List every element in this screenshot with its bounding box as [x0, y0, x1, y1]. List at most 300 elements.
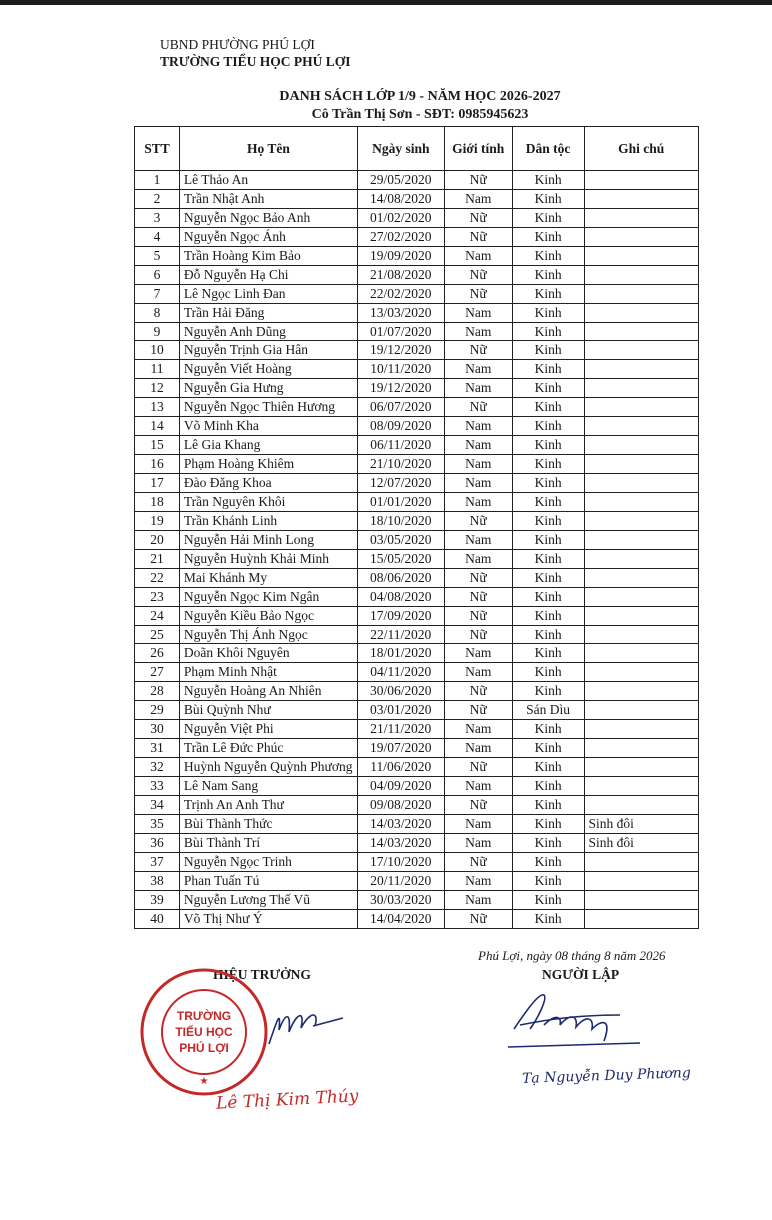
cell-date-of-birth: 19/12/2020	[357, 341, 444, 360]
table-row	[135, 171, 699, 190]
cell-notes	[584, 682, 699, 701]
cell-notes	[584, 549, 699, 568]
cell-notes	[584, 568, 699, 587]
table-row	[135, 436, 699, 455]
cell-stt: 23	[135, 587, 180, 606]
cell-gender: Nữ	[444, 795, 512, 814]
issuing-organization	[160, 36, 351, 70]
cell-ethnicity: Kinh	[512, 644, 584, 663]
cell-date-of-birth: 19/07/2020	[357, 739, 444, 758]
cell-full-name: Bùi Thành Trí	[179, 833, 357, 852]
cell-gender: Nam	[444, 492, 512, 511]
cell-date-of-birth: 01/07/2020	[357, 322, 444, 341]
cell-full-name: Huỳnh Nguyễn Quỳnh Phương	[179, 758, 357, 777]
cell-gender: Nữ	[444, 208, 512, 227]
cell-date-of-birth: 18/10/2020	[357, 511, 444, 530]
class-list-table	[134, 126, 699, 929]
cell-full-name: Nguyễn Gia Hưng	[179, 379, 357, 398]
cell-full-name: Nguyễn Hải Minh Long	[179, 530, 357, 549]
cell-gender: Nữ	[444, 265, 512, 284]
cell-ethnicity: Kinh	[512, 890, 584, 909]
cell-notes	[584, 777, 699, 796]
cell-date-of-birth: 14/03/2020	[357, 833, 444, 852]
table-row	[135, 246, 699, 265]
cell-date-of-birth: 06/07/2020	[357, 398, 444, 417]
cell-ethnicity: Kinh	[512, 474, 584, 493]
cell-ethnicity: Kinh	[512, 436, 584, 455]
cell-gender: Nữ	[444, 852, 512, 871]
cell-stt: 40	[135, 909, 180, 928]
cell-stt: 12	[135, 379, 180, 398]
cell-gender: Nữ	[444, 587, 512, 606]
cell-date-of-birth: 04/08/2020	[357, 587, 444, 606]
cell-ethnicity: Kinh	[512, 322, 584, 341]
cell-ethnicity: Kinh	[512, 871, 584, 890]
cell-date-of-birth: 14/08/2020	[357, 189, 444, 208]
cell-notes	[584, 511, 699, 530]
cell-notes	[584, 758, 699, 777]
table-row	[135, 720, 699, 739]
table-row	[135, 777, 699, 796]
cell-gender: Nam	[444, 549, 512, 568]
cell-notes	[584, 227, 699, 246]
cell-date-of-birth: 01/02/2020	[357, 208, 444, 227]
cell-notes	[584, 720, 699, 739]
cell-full-name: Võ Thị Như Ý	[179, 909, 357, 928]
column-header-gender: Giới tính	[444, 127, 512, 171]
cell-ethnicity: Kinh	[512, 303, 584, 322]
cell-full-name: Phan Tuấn Tú	[179, 871, 357, 890]
cell-gender: Nam	[444, 871, 512, 890]
cell-full-name: Trần Khánh Linh	[179, 511, 357, 530]
cell-gender: Nữ	[444, 284, 512, 303]
cell-notes	[584, 625, 699, 644]
table-row	[135, 492, 699, 511]
cell-date-of-birth: 04/11/2020	[357, 663, 444, 682]
cell-gender: Nam	[444, 322, 512, 341]
cell-date-of-birth: 27/02/2020	[357, 227, 444, 246]
cell-date-of-birth: 14/03/2020	[357, 814, 444, 833]
org-line-ward: UBND PHƯỜNG PHÚ LỢI	[160, 37, 315, 52]
cell-stt: 13	[135, 398, 180, 417]
cell-ethnicity: Kinh	[512, 814, 584, 833]
table-row	[135, 909, 699, 928]
cell-ethnicity: Kinh	[512, 360, 584, 379]
cell-ethnicity: Kinh	[512, 549, 584, 568]
cell-gender: Nam	[444, 833, 512, 852]
table-row	[135, 417, 699, 436]
cell-ethnicity: Kinh	[512, 739, 584, 758]
cell-stt: 19	[135, 511, 180, 530]
cell-stt: 35	[135, 814, 180, 833]
cell-gender: Nam	[444, 777, 512, 796]
cell-stt: 24	[135, 606, 180, 625]
cell-notes	[584, 530, 699, 549]
cell-full-name: Nguyễn Viết Hoàng	[179, 360, 357, 379]
cell-full-name: Trần Nguyên Khôi	[179, 492, 357, 511]
cell-notes	[584, 417, 699, 436]
column-header-stt: STT	[135, 127, 180, 171]
table-row	[135, 852, 699, 871]
cell-full-name: Lê Nam Sang	[179, 777, 357, 796]
cell-stt: 20	[135, 530, 180, 549]
cell-full-name: Trần Nhật Anh	[179, 189, 357, 208]
cell-full-name: Bùi Quỳnh Như	[179, 701, 357, 720]
preparer-signature	[500, 985, 650, 1055]
cell-stt: 7	[135, 284, 180, 303]
cell-full-name: Lê Thảo An	[179, 171, 357, 190]
cell-notes	[584, 379, 699, 398]
cell-full-name: Nguyễn Trịnh Gia Hân	[179, 341, 357, 360]
cell-stt: 27	[135, 663, 180, 682]
cell-notes	[584, 474, 699, 493]
cell-notes	[584, 909, 699, 928]
cell-date-of-birth: 21/11/2020	[357, 720, 444, 739]
cell-gender: Nam	[444, 720, 512, 739]
cell-gender: Nam	[444, 436, 512, 455]
table-row	[135, 360, 699, 379]
table-row	[135, 701, 699, 720]
cell-full-name: Phạm Minh Nhật	[179, 663, 357, 682]
cell-gender: Nam	[444, 417, 512, 436]
cell-gender: Nữ	[444, 511, 512, 530]
top-edge-bar	[0, 0, 772, 5]
cell-gender: Nữ	[444, 171, 512, 190]
cell-full-name: Lê Gia Khang	[179, 436, 357, 455]
cell-date-of-birth: 19/09/2020	[357, 246, 444, 265]
cell-ethnicity: Kinh	[512, 625, 584, 644]
cell-ethnicity: Kinh	[512, 341, 584, 360]
cell-notes	[584, 701, 699, 720]
cell-stt: 28	[135, 682, 180, 701]
cell-notes	[584, 265, 699, 284]
table-row	[135, 227, 699, 246]
cell-stt: 37	[135, 852, 180, 871]
cell-ethnicity: Kinh	[512, 417, 584, 436]
cell-gender: Nam	[444, 739, 512, 758]
cell-ethnicity: Kinh	[512, 606, 584, 625]
cell-full-name: Đào Đăng Khoa	[179, 474, 357, 493]
cell-stt: 21	[135, 549, 180, 568]
cell-date-of-birth: 17/10/2020	[357, 852, 444, 871]
cell-gender: Nam	[444, 663, 512, 682]
cell-notes	[584, 871, 699, 890]
cell-gender: Nam	[444, 246, 512, 265]
cell-ethnicity: Kinh	[512, 833, 584, 852]
table-row	[135, 379, 699, 398]
cell-gender: Nữ	[444, 758, 512, 777]
cell-date-of-birth: 08/09/2020	[357, 417, 444, 436]
cell-date-of-birth: 22/11/2020	[357, 625, 444, 644]
table-row	[135, 739, 699, 758]
cell-stt: 26	[135, 644, 180, 663]
cell-stt: 9	[135, 322, 180, 341]
cell-ethnicity: Kinh	[512, 246, 584, 265]
cell-gender: Nam	[444, 379, 512, 398]
homeroom-teacher: Cô Trần Thị Sơn - SĐT: 0985945623	[311, 107, 529, 122]
cell-date-of-birth: 01/01/2020	[357, 492, 444, 511]
cell-notes	[584, 606, 699, 625]
table-row	[135, 795, 699, 814]
table-row	[135, 682, 699, 701]
cell-gender: Nữ	[444, 398, 512, 417]
table-row	[135, 606, 699, 625]
cell-full-name: Nguyễn Kiều Bảo Ngọc	[179, 606, 357, 625]
cell-date-of-birth: 09/08/2020	[357, 795, 444, 814]
svg-text:TIỂU HỌC: TIỂU HỌC	[175, 1025, 233, 1039]
table-row	[135, 265, 699, 284]
table-row	[135, 758, 699, 777]
cell-ethnicity: Kinh	[512, 171, 584, 190]
cell-ethnicity: Sán Dìu	[512, 701, 584, 720]
cell-date-of-birth: 29/05/2020	[357, 171, 444, 190]
cell-date-of-birth: 17/09/2020	[357, 606, 444, 625]
cell-ethnicity: Kinh	[512, 398, 584, 417]
cell-gender: Nữ	[444, 606, 512, 625]
cell-notes	[584, 852, 699, 871]
principal-title: HIỆU TRƯỞNG	[213, 967, 311, 982]
cell-date-of-birth: 21/10/2020	[357, 455, 444, 474]
cell-stt: 14	[135, 417, 180, 436]
table-row	[135, 398, 699, 417]
cell-full-name: Nguyễn Huỳnh Khải Minh	[179, 549, 357, 568]
svg-text:TRƯỜNG: TRƯỜNG	[176, 1009, 232, 1023]
cell-ethnicity: Kinh	[512, 682, 584, 701]
cell-full-name: Võ Minh Kha	[179, 417, 357, 436]
principal-signature	[265, 1000, 345, 1050]
table-row	[135, 284, 699, 303]
principal-name: Lê Thị Kim Thúy	[215, 1086, 359, 1114]
cell-date-of-birth: 22/02/2020	[357, 284, 444, 303]
cell-gender: Nam	[444, 455, 512, 474]
cell-ethnicity: Kinh	[512, 758, 584, 777]
cell-ethnicity: Kinh	[512, 284, 584, 303]
table-row	[135, 814, 699, 833]
column-header-dob: Ngày sinh	[357, 127, 444, 171]
cell-gender: Nam	[444, 189, 512, 208]
column-header-name: Họ Tên	[179, 127, 357, 171]
cell-ethnicity: Kinh	[512, 909, 584, 928]
cell-date-of-birth: 30/03/2020	[357, 890, 444, 909]
svg-text:★: ★	[199, 1076, 209, 1087]
cell-stt: 34	[135, 795, 180, 814]
cell-full-name: Nguyễn Ngọc Kim Ngân	[179, 587, 357, 606]
cell-full-name: Mai Khánh My	[179, 568, 357, 587]
preparer-name: Tạ Nguyễn Duy Phương	[521, 1065, 692, 1087]
cell-stt: 2	[135, 189, 180, 208]
cell-notes	[584, 436, 699, 455]
cell-gender: Nam	[444, 814, 512, 833]
cell-notes: Sinh đôi	[584, 833, 699, 852]
cell-gender: Nữ	[444, 341, 512, 360]
cell-gender: Nam	[444, 360, 512, 379]
cell-ethnicity: Kinh	[512, 189, 584, 208]
cell-stt: 8	[135, 303, 180, 322]
cell-gender: Nam	[444, 644, 512, 663]
column-header-notes: Ghi chú	[584, 127, 699, 171]
table-row	[135, 208, 699, 227]
cell-full-name: Nguyễn Ngọc Trinh	[179, 852, 357, 871]
cell-date-of-birth: 13/03/2020	[357, 303, 444, 322]
cell-date-of-birth: 18/01/2020	[357, 644, 444, 663]
table-row	[135, 890, 699, 909]
cell-notes	[584, 208, 699, 227]
cell-date-of-birth: 19/12/2020	[357, 379, 444, 398]
cell-date-of-birth: 03/01/2020	[357, 701, 444, 720]
table-row	[135, 189, 699, 208]
cell-full-name: Nguyễn Thị Ánh Ngọc	[179, 625, 357, 644]
cell-gender: Nữ	[444, 625, 512, 644]
cell-ethnicity: Kinh	[512, 568, 584, 587]
cell-ethnicity: Kinh	[512, 379, 584, 398]
cell-notes	[584, 644, 699, 663]
cell-stt: 31	[135, 739, 180, 758]
table-row	[135, 511, 699, 530]
cell-date-of-birth: 12/07/2020	[357, 474, 444, 493]
cell-full-name: Trịnh An Anh Thư	[179, 795, 357, 814]
cell-full-name: Nguyễn Ngọc Ánh	[179, 227, 357, 246]
cell-date-of-birth: 11/06/2020	[357, 758, 444, 777]
table-row	[135, 568, 699, 587]
table-body	[135, 171, 699, 929]
cell-stt: 30	[135, 720, 180, 739]
document-title: DANH SÁCH LỚP 1/9 - NĂM HỌC 2026-2027	[279, 89, 561, 104]
cell-stt: 4	[135, 227, 180, 246]
table-row	[135, 663, 699, 682]
cell-stt: 16	[135, 455, 180, 474]
cell-full-name: Nguyễn Hoàng An Nhiên	[179, 682, 357, 701]
cell-gender: Nam	[444, 474, 512, 493]
table-row	[135, 474, 699, 493]
cell-stt: 39	[135, 890, 180, 909]
cell-notes	[584, 171, 699, 190]
cell-stt: 32	[135, 758, 180, 777]
cell-notes	[584, 189, 699, 208]
table-row	[135, 322, 699, 341]
cell-date-of-birth: 08/06/2020	[357, 568, 444, 587]
cell-full-name: Trần Hoàng Kim Bảo	[179, 246, 357, 265]
cell-date-of-birth: 14/04/2020	[357, 909, 444, 928]
cell-full-name: Nguyễn Anh Dũng	[179, 322, 357, 341]
cell-ethnicity: Kinh	[512, 663, 584, 682]
cell-gender: Nữ	[444, 909, 512, 928]
cell-stt: 15	[135, 436, 180, 455]
table-row	[135, 303, 699, 322]
cell-stt: 38	[135, 871, 180, 890]
cell-date-of-birth: 21/08/2020	[357, 265, 444, 284]
cell-gender: Nữ	[444, 682, 512, 701]
cell-notes	[584, 360, 699, 379]
cell-stt: 33	[135, 777, 180, 796]
cell-stt: 36	[135, 833, 180, 852]
cell-full-name: Trần Lê Đức Phúc	[179, 739, 357, 758]
table-row	[135, 625, 699, 644]
svg-text:PHÚ LỢI: PHÚ LỢI	[179, 1041, 229, 1055]
cell-date-of-birth: 06/11/2020	[357, 436, 444, 455]
cell-ethnicity: Kinh	[512, 492, 584, 511]
cell-gender: Nữ	[444, 701, 512, 720]
cell-ethnicity: Kinh	[512, 265, 584, 284]
cell-ethnicity: Kinh	[512, 208, 584, 227]
cell-stt: 10	[135, 341, 180, 360]
cell-full-name: Lê Ngọc Linh Đan	[179, 284, 357, 303]
cell-stt: 25	[135, 625, 180, 644]
cell-notes	[584, 587, 699, 606]
cell-ethnicity: Kinh	[512, 720, 584, 739]
cell-date-of-birth: 03/05/2020	[357, 530, 444, 549]
cell-notes	[584, 398, 699, 417]
cell-notes	[584, 890, 699, 909]
cell-date-of-birth: 30/06/2020	[357, 682, 444, 701]
cell-notes	[584, 246, 699, 265]
cell-notes	[584, 341, 699, 360]
cell-ethnicity: Kinh	[512, 455, 584, 474]
table-row	[135, 455, 699, 474]
cell-full-name: Doãn Khôi Nguyên	[179, 644, 357, 663]
cell-date-of-birth: 10/11/2020	[357, 360, 444, 379]
table-row	[135, 644, 699, 663]
cell-stt: 5	[135, 246, 180, 265]
cell-notes	[584, 795, 699, 814]
cell-notes	[584, 284, 699, 303]
document-title-block	[200, 88, 640, 124]
column-header-ethnicity: Dân tộc	[512, 127, 584, 171]
cell-stt: 6	[135, 265, 180, 284]
cell-full-name: Nguyễn Việt Phi	[179, 720, 357, 739]
table-row	[135, 833, 699, 852]
cell-notes: Sinh đôi	[584, 814, 699, 833]
cell-full-name: Đỗ Nguyễn Hạ Chi	[179, 265, 357, 284]
table-header-row	[135, 127, 699, 171]
cell-full-name: Nguyễn Ngọc Thiên Hương	[179, 398, 357, 417]
cell-full-name: Bùi Thành Thức	[179, 814, 357, 833]
cell-ethnicity: Kinh	[512, 511, 584, 530]
cell-ethnicity: Kinh	[512, 530, 584, 549]
place-date: Phú Lợi, ngày 08 tháng 8 năm 2026	[478, 948, 666, 963]
cell-gender: Nam	[444, 303, 512, 322]
table-row	[135, 341, 699, 360]
cell-gender: Nam	[444, 530, 512, 549]
cell-stt: 1	[135, 171, 180, 190]
cell-date-of-birth: 20/11/2020	[357, 871, 444, 890]
cell-stt: 22	[135, 568, 180, 587]
cell-full-name: Trần Hải Đăng	[179, 303, 357, 322]
cell-notes	[584, 739, 699, 758]
cell-full-name: Nguyễn Ngọc Bảo Anh	[179, 208, 357, 227]
cell-stt: 18	[135, 492, 180, 511]
cell-stt: 3	[135, 208, 180, 227]
cell-full-name: Phạm Hoàng Khiêm	[179, 455, 357, 474]
cell-ethnicity: Kinh	[512, 227, 584, 246]
cell-notes	[584, 303, 699, 322]
cell-stt: 11	[135, 360, 180, 379]
cell-ethnicity: Kinh	[512, 852, 584, 871]
cell-gender: Nữ	[444, 568, 512, 587]
table-row	[135, 587, 699, 606]
table-row	[135, 871, 699, 890]
cell-stt: 29	[135, 701, 180, 720]
school-seal-stamp	[138, 966, 270, 1098]
cell-stt: 17	[135, 474, 180, 493]
cell-date-of-birth: 04/09/2020	[357, 777, 444, 796]
cell-date-of-birth: 15/05/2020	[357, 549, 444, 568]
cell-ethnicity: Kinh	[512, 587, 584, 606]
table-row	[135, 530, 699, 549]
cell-gender: Nam	[444, 890, 512, 909]
cell-ethnicity: Kinh	[512, 795, 584, 814]
cell-notes	[584, 322, 699, 341]
cell-ethnicity: Kinh	[512, 777, 584, 796]
